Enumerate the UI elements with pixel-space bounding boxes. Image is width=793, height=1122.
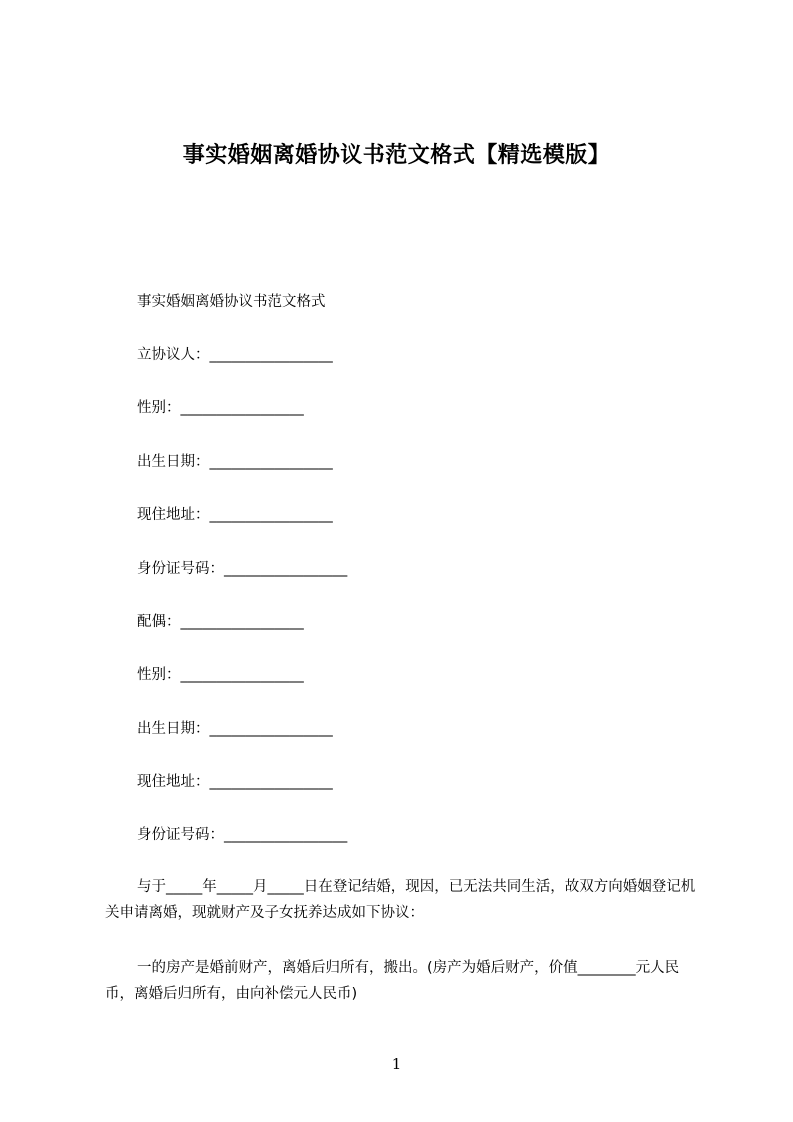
- field-line: 性别：_________________: [137, 400, 304, 416]
- field-line: 出生日期：_________________: [137, 454, 333, 470]
- field-line: 出生日期：_________________: [137, 721, 333, 737]
- field-line: 配偶：_________________: [137, 614, 304, 630]
- paragraph: 与于_____年_____月_____日在登记结婚，现因，已无法共同生活，故双方向婚姻登记机关申请离婚，现就财产及子女抚养达成如下协议：: [105, 879, 696, 921]
- field-line: 身份证号码：_________________: [137, 561, 348, 577]
- field-line: 立协议人：_________________: [137, 347, 333, 363]
- field-line: 现住地址：_________________: [137, 774, 333, 790]
- field-line: 现住地址：_________________: [137, 507, 333, 523]
- document-title: 事实婚姻离婚协议书范文格式【精选模版】: [182, 143, 611, 168]
- page-number: 1: [391, 1055, 402, 1073]
- document-subtitle: 事实婚姻离婚协议书范文格式: [137, 294, 326, 310]
- paragraph: 一的房产是婚前财产，离婚后归所有，搬出。(房产为婚后财产，价值________元人民币，离婚后归所有，由向补偿元人民币): [105, 960, 680, 1002]
- field-line: 性别：_________________: [137, 667, 304, 683]
- field-line: 身份证号码：_________________: [137, 827, 348, 843]
